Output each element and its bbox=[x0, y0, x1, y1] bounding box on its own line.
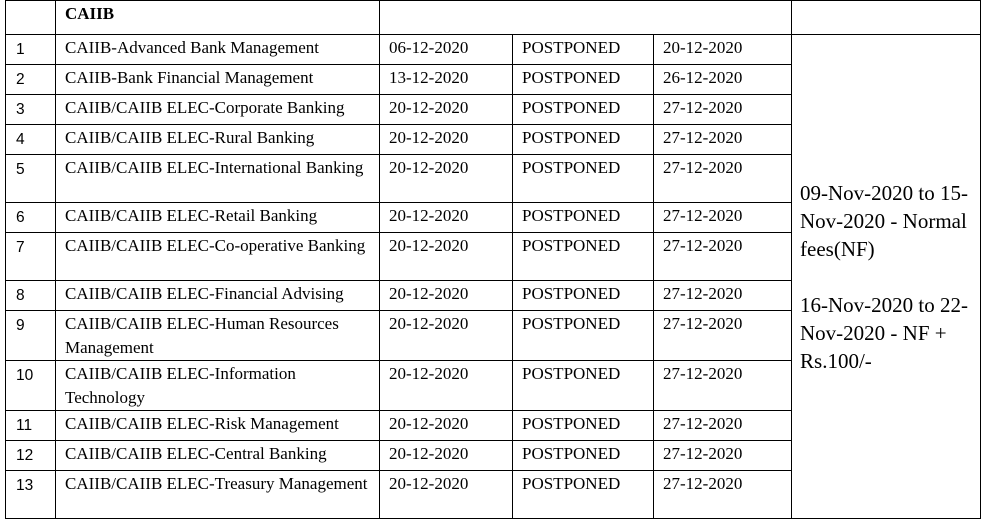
row-number: 2 bbox=[6, 65, 56, 95]
status-text: POSTPONED bbox=[513, 361, 654, 411]
rescheduled-date: 27-12-2020 bbox=[654, 203, 792, 233]
registration-fees-cell bbox=[792, 35, 981, 519]
rescheduled-date: 27-12-2020 bbox=[654, 441, 792, 471]
status-text: POSTPONED bbox=[513, 155, 654, 203]
late-fees-period: 16-Nov-2020 to 22-Nov-2020 - NF + Rs.100/- bbox=[800, 292, 968, 373]
row-number: 8 bbox=[6, 281, 56, 311]
status-text: POSTPONED bbox=[513, 125, 654, 155]
header-title: CAIIB bbox=[56, 1, 380, 35]
exam-date: 20-12-2020 bbox=[380, 233, 513, 281]
status-text: POSTPONED bbox=[513, 471, 654, 519]
exam-date: 20-12-2020 bbox=[380, 361, 513, 411]
subject-name: CAIIB/CAIIB ELEC-Rural Banking bbox=[56, 125, 380, 155]
exam-date: 20-12-2020 bbox=[380, 95, 513, 125]
subject-name: CAIIB/CAIIB ELEC-Information Technology bbox=[56, 361, 380, 411]
subject-name: CAIIB/CAIIB ELEC-Central Banking bbox=[56, 441, 380, 471]
status-text: POSTPONED bbox=[513, 65, 654, 95]
row-number: 12 bbox=[6, 441, 56, 471]
status-text: POSTPONED bbox=[513, 95, 654, 125]
status-text: POSTPONED bbox=[513, 281, 654, 311]
subject-name: CAIIB/CAIIB ELEC-Treasury Management bbox=[56, 471, 380, 519]
row-number: 5 bbox=[6, 155, 56, 203]
rescheduled-date: 27-12-2020 bbox=[654, 311, 792, 361]
subject-name: CAIIB/CAIIB ELEC-Retail Banking bbox=[56, 203, 380, 233]
row-number: 3 bbox=[6, 95, 56, 125]
subject-name: CAIIB/CAIIB ELEC-Risk Management bbox=[56, 411, 380, 441]
rescheduled-date: 27-12-2020 bbox=[654, 95, 792, 125]
header-num-cell bbox=[6, 1, 56, 35]
subject-name: CAIIB/CAIIB ELEC-Financial Advising bbox=[56, 281, 380, 311]
rescheduled-date: 27-12-2020 bbox=[654, 281, 792, 311]
status-text: POSTPONED bbox=[513, 311, 654, 361]
subject-name: CAIIB/CAIIB ELEC-International Banking bbox=[56, 155, 380, 203]
exam-date: 20-12-2020 bbox=[380, 203, 513, 233]
exam-date: 20-12-2020 bbox=[380, 155, 513, 203]
subject-name: CAIIB/CAIIB ELEC-Human Resources Management bbox=[56, 311, 380, 361]
row-number: 10 bbox=[6, 361, 56, 411]
subject-name: CAIIB-Advanced Bank Management bbox=[56, 35, 380, 65]
row-number: 4 bbox=[6, 125, 56, 155]
rescheduled-date: 27-12-2020 bbox=[654, 471, 792, 519]
header-empty-cell bbox=[380, 1, 792, 35]
status-text: POSTPONED bbox=[513, 203, 654, 233]
exam-date: 20-12-2020 bbox=[380, 411, 513, 441]
header-row bbox=[6, 1, 981, 35]
status-text: POSTPONED bbox=[513, 441, 654, 471]
exam-date: 20-12-2020 bbox=[380, 311, 513, 361]
row-number: 1 bbox=[6, 35, 56, 65]
rescheduled-date: 26-12-2020 bbox=[654, 65, 792, 95]
status-text: POSTPONED bbox=[513, 35, 654, 65]
table-row bbox=[6, 35, 981, 65]
fees-spacer bbox=[800, 263, 972, 291]
exam-date: 13-12-2020 bbox=[380, 65, 513, 95]
exam-date: 06-12-2020 bbox=[380, 35, 513, 65]
normal-fees-period: 09-Nov-2020 to 15-Nov-2020 - Normal fees(NF) bbox=[800, 180, 968, 261]
exam-date: 20-12-2020 bbox=[380, 125, 513, 155]
rescheduled-date: 27-12-2020 bbox=[654, 361, 792, 411]
exam-date: 20-12-2020 bbox=[380, 471, 513, 519]
exam-schedule-table bbox=[5, 0, 981, 519]
rescheduled-date: 27-12-2020 bbox=[654, 411, 792, 441]
row-number: 11 bbox=[6, 411, 56, 441]
row-number: 7 bbox=[6, 233, 56, 281]
rescheduled-date: 27-12-2020 bbox=[654, 233, 792, 281]
subject-name: CAIIB-Bank Financial Management bbox=[56, 65, 380, 95]
row-number: 9 bbox=[6, 311, 56, 361]
rescheduled-date: 27-12-2020 bbox=[654, 125, 792, 155]
row-number: 13 bbox=[6, 471, 56, 519]
rescheduled-date: 27-12-2020 bbox=[654, 155, 792, 203]
exam-date: 20-12-2020 bbox=[380, 281, 513, 311]
subject-name: CAIIB/CAIIB ELEC-Co-operative Banking bbox=[56, 233, 380, 281]
header-fees-cell bbox=[792, 1, 981, 35]
row-number: 6 bbox=[6, 203, 56, 233]
rescheduled-date: 20-12-2020 bbox=[654, 35, 792, 65]
exam-date: 20-12-2020 bbox=[380, 441, 513, 471]
subject-name: CAIIB/CAIIB ELEC-Corporate Banking bbox=[56, 95, 380, 125]
status-text: POSTPONED bbox=[513, 233, 654, 281]
status-text: POSTPONED bbox=[513, 411, 654, 441]
